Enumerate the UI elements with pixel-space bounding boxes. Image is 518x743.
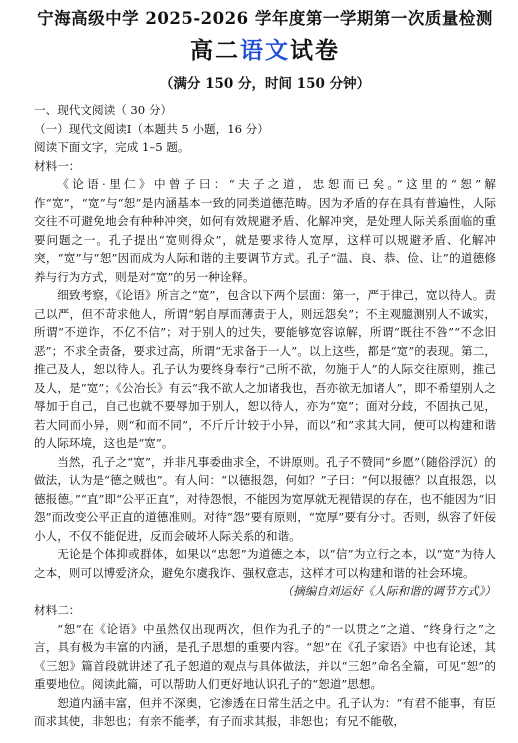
material-two-paragraph-2: 恕道内涵丰富，但并不深奥，它渗透在日常生活之中。孔子认为：“有君不能事，有臣而求其使，非恕也；有亲不能孝，有子而求其报，非恕也；有兄不能敬， <box>34 695 496 728</box>
section-heading: 一、现代文阅读（ 30 分） <box>34 103 173 117</box>
material-one-paragraph-1: 《论语·里仁》中曾子曰：“夫子之道，忠恕而已矣。”这里的“恕”解作“宽”，“宽”与“恕”是内涵基本一致的同类道德范畴。因为矛盾的存在具有普遍性，人际交往不可避免地会有种种冲突，如何有效规避矛盾、化解冲突，是处理人际关系面临的重要问题之一。孔子提出“宽则得众”，就是要求待人宽厚，这样可以规避矛盾、化解冲突，“宽”与“恕”因而成为人际和谐的主要调节方式。孔子“温、良、恭、俭、让”的道德修养与行为方式，则是对“宽”的另一种诠释。 <box>34 177 496 284</box>
material-one-paragraph-3: 当然，孔子之“宽”，并非凡事委曲求全，不讲原则。孔子不赞同“乡愿”（随俗浮沉）的做法，认为是“德之贼也”。有人问：“以德报怨，何如？”子曰：“何以报德？以直报怨，以德报德。”“直”即“公平正直”，对待怨恨，不能因为宽厚就无视错误的存在，也不能因为“旧怨”而改变公平正直的道德准则。对待“怨”要有原则，“宽厚”要有分寸。否则，纵容了奸佞小人，不仅不能促进，反而会破坏人际关系的和谐。 <box>34 454 496 543</box>
exam-paper-word: 试卷 <box>290 37 340 64</box>
reading-instruction: 阅读下面文字，完成 1–5 题。 <box>34 140 190 154</box>
exam-subject: 语文 <box>240 37 290 64</box>
material-two-label: 材料二： <box>34 603 81 617</box>
material-one-paragraph-2: 细致考察，《论语》所言之“宽”，包含以下两个层面：第一，严于律己，宽以待人。责己以严，但不苛求他人，所谓“躬自厚而薄责于人，则远怨矣”；不主观臆测别人不诚实，所谓“不逆诈，不亿不信”；对于别人的过失，要能够宽容谅解，所谓“既往不咎”“不念旧恶”；不求全责备，要求过高，所谓“无求备于一人”。以上这些，都是“宽”的表现。第二，推己及人，恕以待人。孔子认为要终身奉行“己所不欲，勿施于人”的人际交往原则，推己及人，是“宽”；《公冶长》有云“我不欲人之加诸我也，吾亦欲无加诸人”，即不希望别人之辱加于自己，自己也就不要辱加于别人，恕以待人，亦为“宽”；面对分歧，不固执己见，若大同而小异，则“和而不同”，不斤斤计较于小异，而以“和”求其大同，便可以构建和谐的人际环境，这也是“宽”。 <box>34 288 496 450</box>
exam-paper-title <box>34 36 496 66</box>
material-one-source: （摘编自刘运好《人际和谐的调节方式》） <box>281 584 496 598</box>
subsection-heading: （一）现代文阅读Ⅰ（本题共 5 小题，16 分） <box>34 121 269 136</box>
material-one-paragraph-4: 无论是个体抑或群体，如果以“忠恕”为道德之本，以“信”为立行之本，以“宽”为待人之本，则可以博爱济众，避免尔虞我诈、强权意志，这样才可以构建和谐的社会环境。 <box>34 547 496 580</box>
school-exam-title: 宁海高级中学 2025-2026 学年度第一学期第一次质量检测 <box>37 9 493 28</box>
material-one-label: 材料一： <box>34 158 81 173</box>
material-two-paragraph-1: “恕”在《论语》中虽然仅出现两次，但作为孔子的“一以贯之”之道、“终身行之”之言，具有极为丰富的内涵，是孔子思想的重要内容。“恕”在《孔子家语》中也有论述，其《三恕》篇首段就讲述了孔子恕道的观点与具体做法，并以“三恕”命名全篇，可见“恕”的重要地位。阅读此篇，可以帮助人们更好地认识孔子的“恕道”思想。 <box>34 621 496 691</box>
exam-score-time: （满分 150 分，时间 150 分钟） <box>159 76 371 92</box>
exam-grade: 高二 <box>190 37 240 64</box>
